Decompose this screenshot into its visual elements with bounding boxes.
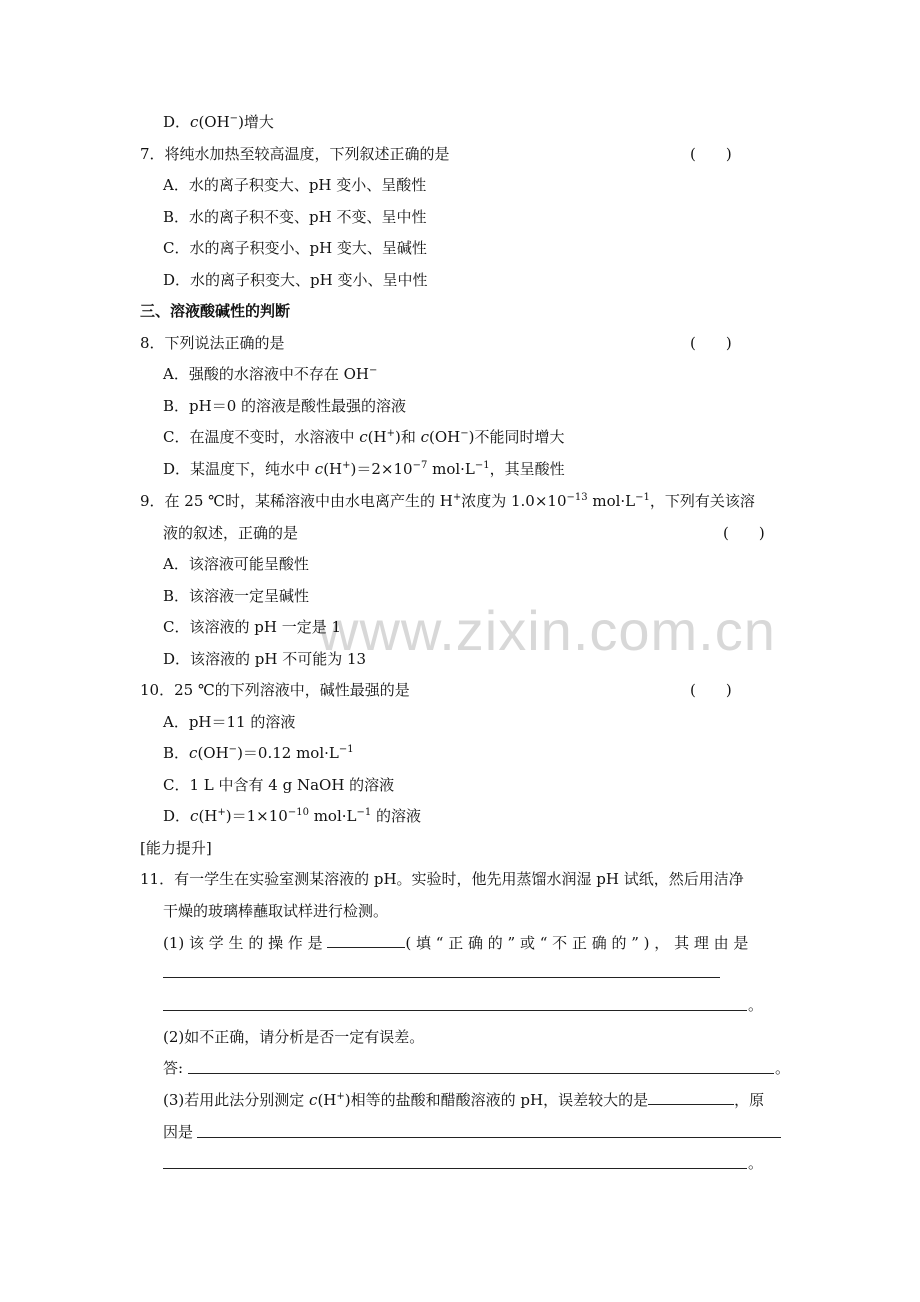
q11-part3-end-mark: 。 <box>748 1154 764 1172</box>
q10-option-a: A．pH＝11 的溶液 <box>163 713 296 731</box>
q9-stem-line1: 9．在 25 ℃时，某稀溶液中由水电离产生的 H+浓度为 $1.0\times 10^{-13}$ $mol\cdot L^{-1}$，下列有关该溶 <box>140 492 755 510</box>
q11-part1-end-mark: 。 <box>748 996 764 1014</box>
q8-option-b: B．pH＝0 的溶液是酸性最强的溶液 <box>163 397 407 415</box>
q11-part3-reason-line2[interactable] <box>163 1168 747 1169</box>
watermark: www.zixin.com.cn <box>318 599 776 662</box>
q7-answer-paren: ( ) <box>690 145 732 163</box>
q8-stem: 8．下列说法正确的是 <box>140 334 285 352</box>
q10-option-d: D．$c(H^+)=1\times 10^{-10}$ $mol\cdot L^{-1}$ 的溶液 <box>163 807 422 825</box>
q9-option-a: A．该溶液可能呈酸性 <box>163 555 309 573</box>
q6-option-d: D．c(OH−)增大 <box>163 113 274 131</box>
q11-part3-blank[interactable] <box>648 1090 734 1105</box>
q10-answer-paren: ( ) <box>690 681 732 699</box>
ability-heading: [能力提升] <box>140 839 212 857</box>
q11-stem-line1: 11．有一学生在实验室测某溶液的 pH。实验时，他先用蒸馏水润湿 pH 试纸，然后用洁净 <box>140 870 744 888</box>
q9-stem-line2: 液的叙述，正确的是 <box>163 524 299 542</box>
q7-option-b: B．水的离子积不变、pH 不变、呈中性 <box>163 208 427 226</box>
q11-part2-answer-label: 答: <box>163 1059 184 1077</box>
q9-option-c: C．该溶液的 pH 一定是 1 <box>163 618 342 636</box>
q9-option-d: D．该溶液的 pH 不可能为 13 <box>163 650 367 668</box>
q8-answer-paren: ( ) <box>690 334 732 352</box>
q7-option-c: C．水的离子积变小、pH 变大、呈碱性 <box>163 239 427 257</box>
q11-part2: (2)如不正确，请分析是否一定有误差。 <box>163 1028 425 1046</box>
q9-answer-paren: ( ) <box>723 524 765 542</box>
section-title: 三、溶液酸碱性的判断 <box>140 302 291 320</box>
q11-part3-reason-line1[interactable] <box>197 1137 781 1138</box>
q10-option-c: C．1 L 中含有 4 g NaOH 的溶液 <box>163 776 395 794</box>
q11-stem-line2: 干燥的玻璃棒蘸取试样进行检测。 <box>163 902 389 920</box>
q11-part1-answer-line2[interactable] <box>163 1010 747 1011</box>
q8-option-a: A．强酸的水溶液中不存在 OH− <box>163 365 378 383</box>
q8-option-c: C．在温度不变时，水溶液中 c(H+)和 c(OH−)不能同时增大 <box>163 428 565 446</box>
q11-part1-answer-line1[interactable] <box>163 977 720 978</box>
q11-part1-blank[interactable] <box>327 933 405 948</box>
q11-part3: (3)若用此法分别测定 c(H+)相等的盐酸和醋酸溶液的 pH，误差较大的是 ，原 <box>163 1091 765 1109</box>
q7-option-a: A．水的离子积变大、pH 变小、呈酸性 <box>163 176 427 194</box>
q8-option-d: D．某温度下，纯水中 $c(H^+)=2\times 10^{-7}$ $mol\cdot L^{-1}$，其呈酸性 <box>163 460 565 478</box>
q9-option-b: B．该溶液一定呈碱性 <box>163 587 310 605</box>
q11-part2-end-mark: 。 <box>775 1059 791 1077</box>
q11-part2-answer-line[interactable] <box>188 1073 774 1074</box>
q11-part1: (1) 该 学 生 的 操 作 是 ( 填 “ 正 确 的 ” 或 “ 不 正 确 的 ” ) ， 其 理 由 是 <box>163 934 749 952</box>
q10-stem: 10．25 ℃的下列溶液中，碱性最强的是 <box>140 681 410 699</box>
q7-stem: 7．将纯水加热至较高温度，下列叙述正确的是 <box>140 145 450 163</box>
q7-option-d: D．水的离子积变大、pH 变小、呈中性 <box>163 271 428 289</box>
q10-option-b: B．c(OH−)＝0.12 $mol\cdot L^{-1}$ <box>163 744 354 762</box>
q11-part3-reason-label: 因是 <box>163 1123 194 1141</box>
